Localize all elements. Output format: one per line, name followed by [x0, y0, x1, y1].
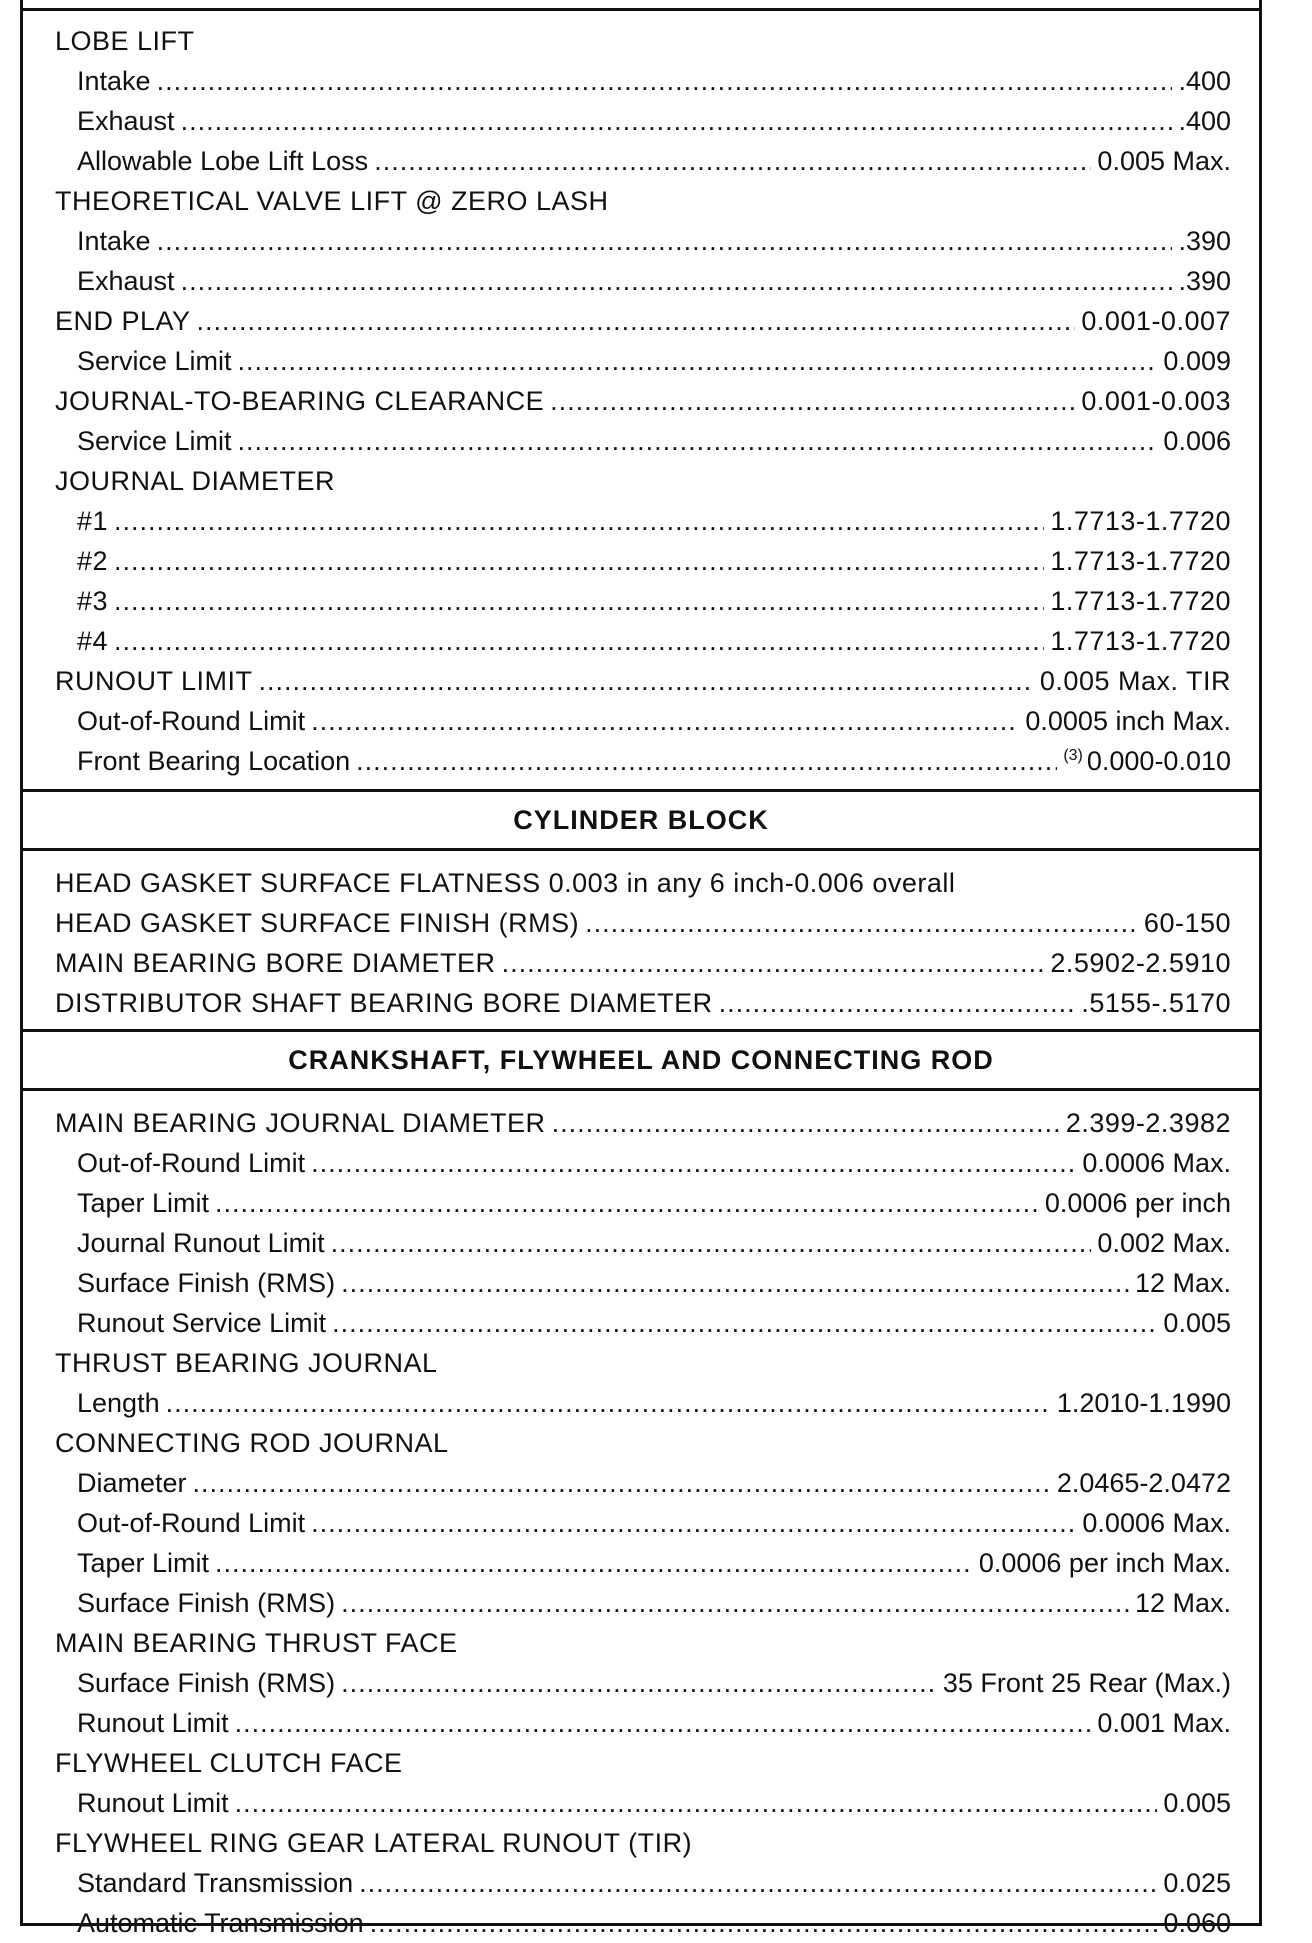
- spec-value-text: 12 Max.: [1134, 1268, 1231, 1298]
- spec-value-text: .5155-.5170: [1081, 988, 1231, 1018]
- spec-value-text: 1.2010-1.1990: [1056, 1388, 1231, 1418]
- spec-value-text: 0.005: [1163, 1308, 1231, 1338]
- crankshaft-row: [55, 1183, 1231, 1223]
- camshaft-row: [55, 421, 1231, 461]
- dot-leader: [114, 541, 1044, 581]
- spec-label: Intake: [77, 66, 151, 96]
- spec-value-text: 0.002 Max.: [1097, 1228, 1231, 1258]
- camshaft-row: [55, 141, 1231, 181]
- spec-value: [1081, 983, 1231, 1023]
- spec-label: MAIN BEARING THRUST FACE: [55, 1628, 458, 1658]
- spec-value-text: 0.025: [1163, 1868, 1231, 1898]
- spec-value: [1178, 221, 1231, 261]
- spec-value: [1081, 381, 1231, 421]
- spec-value-text: 0.0005 inch Max.: [1025, 706, 1231, 736]
- spec-value: [979, 1543, 1231, 1583]
- spec-value: [1057, 1383, 1231, 1423]
- dot-leader: [193, 1463, 1051, 1503]
- dot-leader: [259, 661, 1034, 701]
- spec-value-text: 1.7713-1.7720: [1050, 586, 1231, 616]
- crankshaft-row: [55, 1583, 1231, 1623]
- spec-value-text: .400: [1178, 106, 1231, 136]
- spec-value: [1163, 1863, 1231, 1903]
- spec-label: #4: [77, 626, 109, 656]
- spec-value: [1097, 1703, 1231, 1743]
- camshaft-row: [55, 61, 1231, 101]
- spec-label: Out-of-Round Limit: [77, 1148, 306, 1178]
- spec-value: [1163, 421, 1231, 461]
- spec-label: DISTRIBUTOR SHAFT BEARING BORE DIAMETER: [55, 988, 713, 1018]
- spec-label: FLYWHEEL RING GEAR LATERAL RUNOUT (TIR): [55, 1828, 693, 1858]
- camshaft-row: [55, 741, 1231, 781]
- dot-leader: [238, 421, 1158, 461]
- spec-value: [1025, 701, 1231, 741]
- dot-leader: [238, 341, 1158, 381]
- spec-value: [1050, 621, 1231, 661]
- spec-label: Front Bearing Location: [77, 746, 351, 776]
- cylinder-block-header: CYLINDER BLOCK: [23, 789, 1259, 851]
- spec-label: Surface Finish (RMS): [77, 1268, 336, 1298]
- spec-value: [1082, 1143, 1231, 1183]
- camshaft-row: [55, 501, 1231, 541]
- spec-value: [1178, 101, 1231, 141]
- dot-leader: [585, 903, 1138, 943]
- spec-label: Surface Finish (RMS): [77, 1588, 336, 1618]
- dot-leader: [332, 1303, 1157, 1343]
- dot-leader: [166, 1383, 1051, 1423]
- dot-leader: [341, 1263, 1129, 1303]
- spec-value-text: 0.005 Max.: [1097, 146, 1231, 176]
- camshaft-row: [55, 581, 1231, 621]
- cylinder-block-row: [55, 943, 1231, 983]
- crankshaft-row: [55, 1743, 1231, 1783]
- spec-value: [1135, 1263, 1231, 1303]
- spec-value: [1163, 1903, 1231, 1943]
- dot-leader: [181, 101, 1173, 141]
- flatness-line: HEAD GASKET SURFACE FLATNESS 0.003 in any 6 inch-0.006 overall: [55, 868, 956, 898]
- crankshaft-section: [23, 1091, 1259, 1943]
- spec-label: Out-of-Round Limit: [77, 706, 306, 736]
- spec-value-text: 0.000-0.010: [1086, 746, 1231, 776]
- camshaft-row: [55, 221, 1231, 261]
- spec-label: Service Limit: [77, 426, 232, 456]
- spec-value: [1045, 1183, 1231, 1223]
- dot-leader: [550, 381, 1075, 421]
- dot-leader: [341, 1583, 1129, 1623]
- spec-label: Intake: [77, 226, 151, 256]
- camshaft-row: [55, 661, 1231, 701]
- crankshaft-row: [55, 1143, 1231, 1183]
- spec-value-text: 0.001 Max.: [1097, 1708, 1231, 1738]
- spec-label: LOBE LIFT: [55, 26, 195, 56]
- spec-value-text: .400: [1178, 66, 1231, 96]
- dot-leader: [157, 61, 1173, 101]
- camshaft-row: [55, 301, 1231, 341]
- spec-value: [1178, 261, 1231, 301]
- spec-label: Standard Transmission: [77, 1868, 354, 1898]
- spec-value: [1050, 943, 1231, 983]
- crankshaft-row: [55, 1663, 1231, 1703]
- spec-value: [1097, 1223, 1231, 1263]
- spec-label: Exhaust: [77, 106, 175, 136]
- spec-value-text: 0.001-0.007: [1081, 306, 1231, 336]
- dot-leader: [215, 1543, 973, 1583]
- spec-label: FLYWHEEL CLUTCH FACE: [55, 1748, 403, 1778]
- spec-value-text: 0.0006 per inch: [1044, 1188, 1231, 1218]
- spec-value: [1081, 301, 1231, 341]
- crankshaft-row: [55, 1863, 1231, 1903]
- crankshaft-row: [55, 1383, 1231, 1423]
- crankshaft-row: [55, 1783, 1231, 1823]
- crankshaft-row: [55, 1703, 1231, 1743]
- spec-label: MAIN BEARING JOURNAL DIAMETER: [55, 1108, 546, 1138]
- camshaft-row: [55, 621, 1231, 661]
- spec-value-text: 0.0006 Max.: [1082, 1148, 1231, 1178]
- camshaft-row: [55, 341, 1231, 381]
- dot-leader: [370, 1903, 1158, 1943]
- spec-value-text: 35 Front 25 Rear (Max.): [942, 1668, 1231, 1698]
- camshaft-row: [55, 261, 1231, 301]
- crankshaft-row: [55, 1543, 1231, 1583]
- dot-leader: [359, 1863, 1157, 1903]
- crankshaft-row: [55, 1903, 1231, 1943]
- dot-leader: [502, 943, 1045, 983]
- dot-leader: [552, 1103, 1060, 1143]
- spec-value-text: 0.060: [1163, 1908, 1231, 1938]
- spec-value-text: .390: [1178, 266, 1231, 296]
- spec-value-text: 0.001-0.003: [1081, 386, 1231, 416]
- spec-value-text: 0.0006 Max.: [1082, 1508, 1231, 1538]
- camshaft-row: [55, 701, 1231, 741]
- spec-label: JOURNAL DIAMETER: [55, 466, 336, 496]
- camshaft-row: [55, 181, 1231, 221]
- spec-value: [943, 1663, 1231, 1703]
- spec-value: [1144, 903, 1231, 943]
- cylinder-block-row: [55, 983, 1231, 1023]
- spec-label: #3: [77, 586, 109, 616]
- crankshaft-row: [55, 1303, 1231, 1343]
- dot-leader: [331, 1223, 1092, 1263]
- crankshaft-row: [55, 1823, 1231, 1863]
- dot-leader: [356, 741, 1057, 781]
- spec-label: Runout Limit: [77, 1788, 229, 1818]
- spec-label: Diameter: [77, 1468, 187, 1498]
- spec-label: Taper Limit: [77, 1548, 210, 1578]
- camshaft-row: [55, 541, 1231, 581]
- camshaft-row: [55, 461, 1231, 501]
- dot-leader: [197, 301, 1076, 341]
- dot-leader: [235, 1703, 1092, 1743]
- dot-leader: [114, 581, 1044, 621]
- spec-label: #1: [77, 506, 109, 536]
- spec-value: [1057, 1463, 1231, 1503]
- dot-leader: [311, 701, 1019, 741]
- spec-label: END PLAY: [55, 306, 191, 336]
- spec-label: Surface Finish (RMS): [77, 1668, 336, 1698]
- spec-label: CONNECTING ROD JOURNAL: [55, 1428, 449, 1458]
- spec-value-text: 1.7713-1.7720: [1050, 626, 1231, 656]
- spec-value-text: 60-150: [1143, 908, 1231, 938]
- footnote-marker: (3): [1063, 747, 1083, 764]
- spec-label: #2: [77, 546, 109, 576]
- camshaft-row: [55, 381, 1231, 421]
- spec-label: RUNOUT LIMIT: [55, 666, 253, 696]
- spec-value-text: 1.7713-1.7720: [1050, 506, 1231, 536]
- spec-value-text: 2.0465-2.0472: [1056, 1468, 1231, 1498]
- spec-label: Allowable Lobe Lift Loss: [77, 146, 369, 176]
- cylinder-block-row: [55, 903, 1231, 943]
- spec-value: [1050, 501, 1231, 541]
- spec-label: Runout Service Limit: [77, 1308, 327, 1338]
- spec-value-text: 12 Max.: [1134, 1588, 1231, 1618]
- spec-value-text: 1.7713-1.7720: [1050, 546, 1231, 576]
- spec-value-text: .390: [1178, 226, 1231, 256]
- spec-value-text: 2.5902-2.5910: [1050, 948, 1231, 978]
- spec-value-text: 0.0006 per inch Max.: [978, 1548, 1231, 1578]
- spec-value: [1163, 341, 1231, 381]
- dot-leader: [114, 621, 1044, 661]
- dot-leader: [341, 1663, 937, 1703]
- dot-leader: [311, 1143, 1076, 1183]
- dot-leader: [157, 221, 1173, 261]
- crankshaft-row: [55, 1103, 1231, 1143]
- spec-value: [1063, 741, 1231, 781]
- camshaft-row: [55, 21, 1231, 61]
- crankshaft-row: [55, 1503, 1231, 1543]
- spec-label: HEAD GASKET SURFACE FINISH (RMS): [55, 908, 580, 938]
- spec-label: Taper Limit: [77, 1188, 210, 1218]
- camshaft-section: [23, 11, 1259, 789]
- spec-value: [1097, 141, 1231, 181]
- spec-value-text: 2.399-2.3982: [1065, 1108, 1231, 1138]
- spec-value: [1066, 1103, 1231, 1143]
- spec-value: [1178, 61, 1231, 101]
- spec-label: Journal Runout Limit: [77, 1228, 325, 1258]
- spec-value: [1040, 661, 1231, 701]
- spec-value: [1082, 1503, 1231, 1543]
- spec-value: [1050, 581, 1231, 621]
- spec-label: Out-of-Round Limit: [77, 1508, 306, 1538]
- crankshaft-header: CRANKSHAFT, FLYWHEEL AND CONNECTING ROD: [23, 1029, 1259, 1091]
- dot-leader: [235, 1783, 1158, 1823]
- spec-label: THRUST BEARING JOURNAL: [55, 1348, 438, 1378]
- spec-label: Exhaust: [77, 266, 175, 296]
- dot-leader: [719, 983, 1076, 1023]
- spec-value-text: 0.005 Max. TIR: [1039, 666, 1231, 696]
- dot-leader: [114, 501, 1044, 541]
- spec-value: [1163, 1783, 1231, 1823]
- spec-label: THEORETICAL VALVE LIFT @ ZERO LASH: [55, 186, 609, 216]
- spec-value-text: 0.006: [1163, 426, 1231, 456]
- crankshaft-row: [55, 1223, 1231, 1263]
- spec-label: Runout Limit: [77, 1708, 229, 1738]
- crankshaft-row: [55, 1423, 1231, 1463]
- dot-leader: [374, 141, 1091, 181]
- cylinder-block-section: [23, 851, 1259, 1029]
- spec-label: Length: [77, 1388, 160, 1418]
- spec-value: [1163, 1303, 1231, 1343]
- dot-leader: [215, 1183, 1039, 1223]
- top-rule: [23, 0, 1259, 11]
- dot-leader: [311, 1503, 1076, 1543]
- dot-leader: [181, 261, 1173, 301]
- crankshaft-row: [55, 1463, 1231, 1503]
- crankshaft-row: [55, 1343, 1231, 1383]
- crankshaft-row: [55, 1263, 1231, 1303]
- spec-value: [1050, 541, 1231, 581]
- spec-sheet: [20, 0, 1262, 1938]
- spec-label: Automatic Transmission: [77, 1908, 364, 1938]
- spec-label: Service Limit: [77, 346, 232, 376]
- camshaft-row: [55, 101, 1231, 141]
- spec-label: MAIN BEARING BORE DIAMETER: [55, 948, 496, 978]
- spec-label: JOURNAL-TO-BEARING CLEARANCE: [55, 386, 545, 416]
- spec-value: [1135, 1583, 1231, 1623]
- spec-value-text: 0.009: [1163, 346, 1231, 376]
- crankshaft-row: [55, 1623, 1231, 1663]
- spec-value-text: 0.005: [1163, 1788, 1231, 1818]
